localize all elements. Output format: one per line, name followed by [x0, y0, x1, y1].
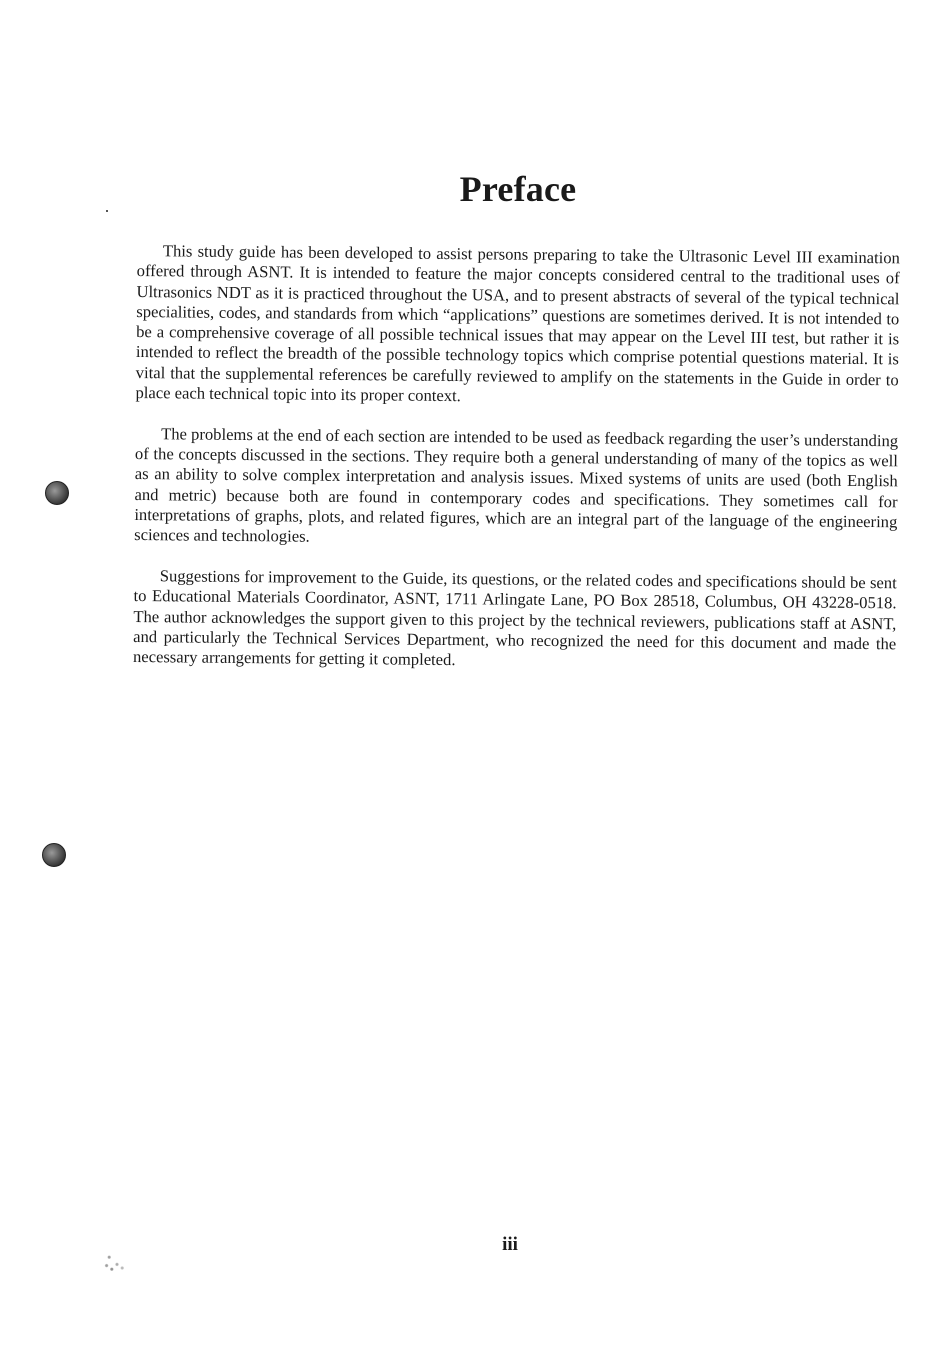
paragraph-intro: This study guide has been developed to assist persons preparing to take the Ultrasonic Level III examination offered through ASNT. It is intended to feature the major concepts considered central to the traditional uses of Ultrasonics NDT as it is practiced throughout the USA, and to present abstracts of several of the typical technical specialities, codes, and standards from which “applications” questions are sometimes derived. It is not intended to be a comprehensive coverage of all possible technical issues that may appear on the Level III test, but rather it is intended to reflect the breadth of the possible technology topics which comprise potential questions material. It is vital that the supplemental references be carefully reviewed to amplify on the statements in the Guide in order to place each technical topic into its proper context. [135, 241, 900, 406]
page-number: iii [502, 1234, 518, 1255]
binder-hole-icon [45, 481, 69, 505]
scan-noise [104, 1250, 130, 1274]
paragraph-problems: The problems at the end of each section are intended to be used as feedback regarding the user’s understanding of the concepts discussed in the sections. They require both a general understanding of many of the topics as well as an ability to solve complex interpretation and analysis issues. Mixed systems of units are used (both English and metric) because both are found in contemporary codes and specifications. They sometimes call for interpretations of graphs, plots, and related figures, which are an integral part of the language of the engineering sciences and technologies. [134, 424, 899, 547]
preface-body [133, 241, 900, 695]
binder-hole-icon [42, 843, 66, 867]
paragraph-suggestions: Suggestions for improvement to the Guide, its questions, or the related codes and specifications should be sent to Educational Materials Coordinator, ASNT, 1711 Arlingate Lane, PO Box 28518, Columbus, OH 43228-0518. The author acknowledges the support given to this project by the technical reviewers, publications staff at ASNT, and particularly the Technical Services Department, who recognized the need for this document and made the necessary arrangements for getting it completed. [132, 566, 897, 670]
scan-speck [106, 210, 108, 212]
page-title: Preface [459, 169, 577, 209]
